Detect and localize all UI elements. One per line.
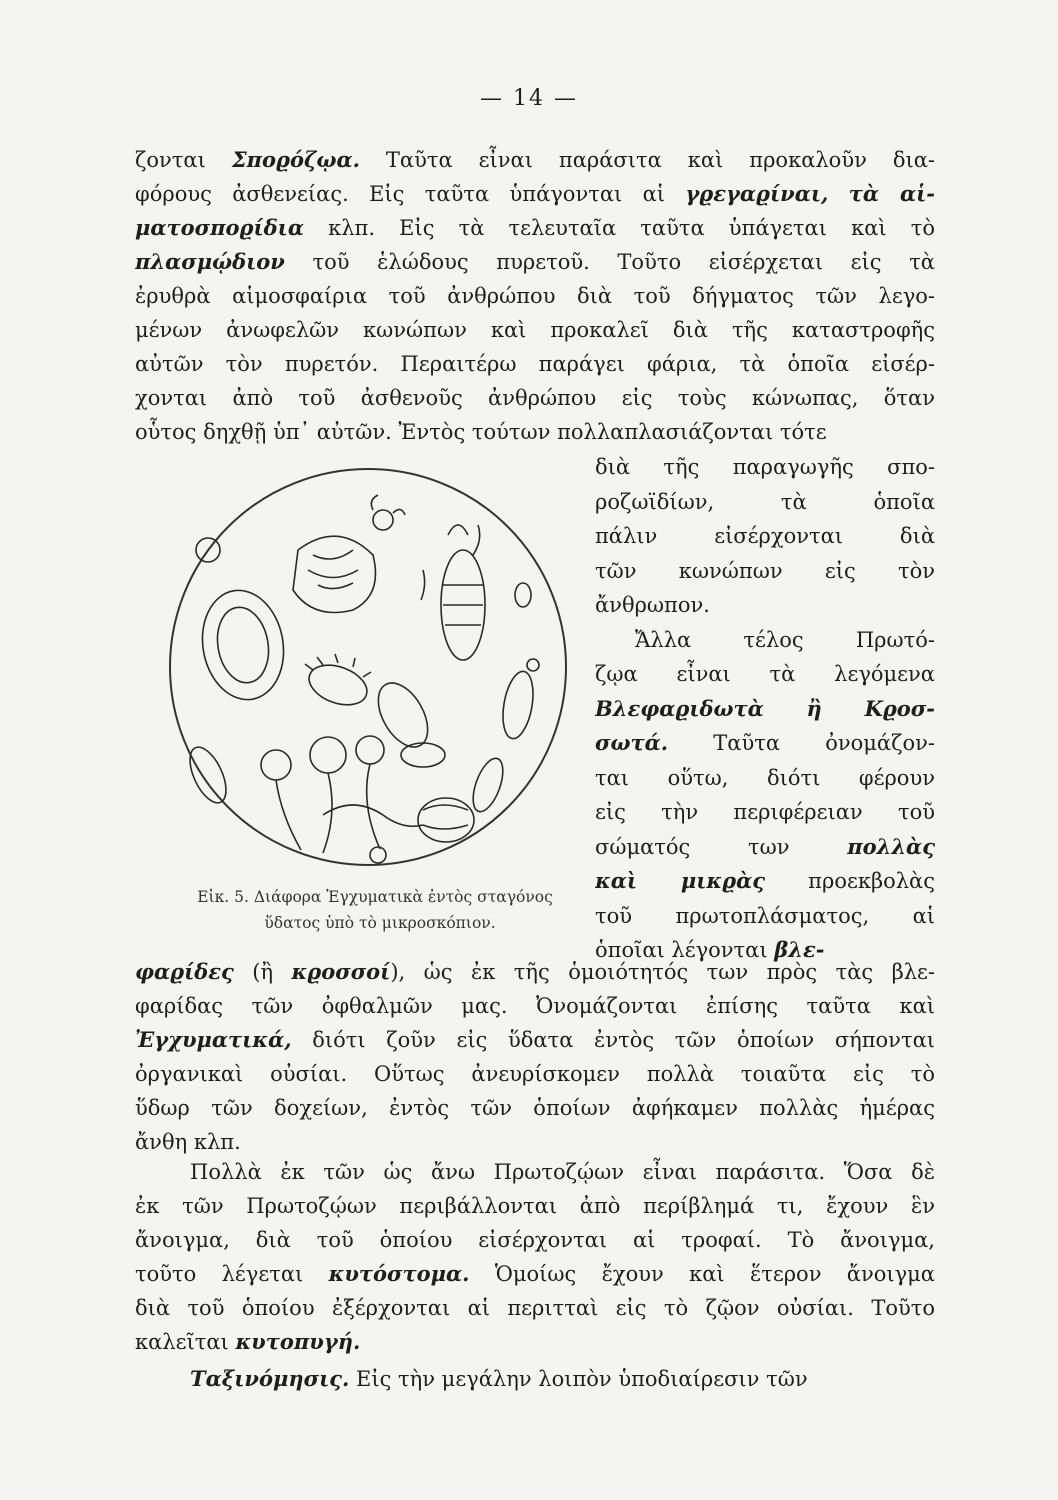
text-line: διὰ τῆς παραγωγῆς σπο- bbox=[595, 455, 935, 479]
emphasized-term: Βλεφαϱιδωτὰ ἢ Κϱοσ- bbox=[595, 695, 935, 721]
text-line: ὁποῖαι λέγονται βλε- bbox=[595, 937, 825, 962]
text-line: πάλιν εἰσέρχονται διὰ bbox=[595, 524, 935, 548]
text-line: τῶν κωνώπων εἰς τὸν bbox=[595, 558, 935, 583]
text-line: ἐρυθρὰ αἱμοσφαίρια τοῦ ἀνθρώπου διὰ τοῦ δήγματος τῶν λεγο- bbox=[135, 284, 935, 308]
text-line: Ἐγχυματικά, διότι ζοῦν εἰς ὕδατα ἐντὸς τῶν ὁποίων σήπονται bbox=[135, 1027, 935, 1052]
text-line: φόρους ἀσθενείας. Εἰς ταῦτα ὑπάγονται αἱ γϱεγαϱίναι, τὰ αἱ- bbox=[135, 181, 935, 206]
emphasized-term: κυτοπυγή. bbox=[235, 1329, 361, 1354]
text-line: οὗτος δηχθῇ ὑπ᾽ αὐτῶν. Ἐντὸς τούτων πολλαπλασιάζονται τότε bbox=[135, 420, 827, 444]
paragraph-cilia bbox=[135, 955, 935, 1159]
microscope-illustration bbox=[148, 455, 588, 875]
emphasized-term: Ἐγχυματικά, bbox=[135, 1027, 292, 1052]
wrapped-text-column bbox=[595, 450, 935, 968]
emphasized-term: τὰ αἱ- bbox=[848, 181, 935, 206]
text-line: ἄνθη κλπ. bbox=[135, 1130, 241, 1154]
paragraph-sporozoa bbox=[135, 143, 935, 449]
page-number: — 14 — bbox=[480, 86, 578, 111]
text-line: ὕδωρ τῶν δοχείων, ἐντὸς τῶν ὁποίων ἀφήκαμεν πολλὰς ἡμέρας bbox=[135, 1096, 935, 1120]
text-line: ἐκ τῶν Πρωτοζῴων περιβάλλονται ἀπὸ περίβλημά τι, ἔχουν ἓν bbox=[135, 1194, 935, 1218]
text-line: καλεῖται κυτοπυγή. bbox=[135, 1329, 361, 1354]
text-line: μένων ἀνωφελῶν κωνώπων καὶ προκαλεῖ διὰ τῆς καταστροφῆς bbox=[135, 318, 935, 342]
text-line: σώματός των πολλὰς bbox=[595, 833, 935, 859]
text-line: Ταξινόμησις. Εἰς τὴν μεγάλην λοιπὸν ὑποδιαίρεσιν τῶν bbox=[190, 1366, 808, 1391]
text-line: ὀργανικαὶ οὐσίαι. Οὕτως ἀνευρίσκομεν πολλὰ τοιαῦτα εἰς τὸ bbox=[135, 1062, 935, 1086]
emphasized-term: πλασμῴδιον bbox=[135, 249, 285, 274]
text-line: τοῦτο λέγεται κυτόστομα. Ὁμοίως ἔχουν καὶ ἕτερον ἄνοιγμα bbox=[135, 1261, 935, 1286]
text-line: ἄνοιγμα, διὰ τοῦ ὁποίου εἰσέρχονται αἱ τροφαί. Τὸ ἄνοιγμα, bbox=[135, 1228, 935, 1252]
text-line: εἰς τὴν περιφέρειαν τοῦ bbox=[595, 800, 935, 824]
text-line: ζονται Σποϱόζῳα. Ταῦτα εἶναι παράσιτα καὶ προκαλοῦν δια- bbox=[135, 147, 935, 172]
protozoa-drawing bbox=[148, 455, 588, 875]
text-line bbox=[595, 692, 935, 727]
text-line: ζῳα εἶναι τὰ λεγόμενα bbox=[595, 662, 935, 686]
emphasized-term: ματοσποϱίδια bbox=[135, 215, 304, 240]
caption-line-2: ὕδατος ὑπὸ τὸ μικροσκόπιον. bbox=[264, 914, 496, 932]
text-line: ται οὕτω, διότι φέρουν bbox=[595, 765, 935, 790]
text-line: φαρίδας τῶν ὀφθαλμῶν μας. Ὀνομάζονται ἐπίσης ταῦτα καὶ bbox=[135, 994, 935, 1018]
text-line: σωτά. Ταῦτα ὀνομάζον- bbox=[595, 730, 935, 755]
emphasized-term: σωτά. bbox=[595, 730, 669, 755]
text-line: πλασμῴδιον τοῦ ἑλώδους πυρετοῦ. Τοῦτο εἰσέρχεται εἰς τὰ bbox=[135, 249, 935, 274]
paragraph-classification bbox=[135, 1362, 935, 1396]
text-line: καὶ μικϱὰς προεκβολὰς bbox=[595, 868, 935, 893]
text-line: διὰ τοῦ ὁποίου ἐξέρχονται αἱ περιτταὶ εἰς τὸ ζῷον οὐσίαι. Τοῦτο bbox=[135, 1296, 935, 1320]
text-line: ματοσποϱίδια κλπ. Εἰς τὰ τελευταῖα ταῦτα ὑπάγεται καὶ τὸ bbox=[135, 215, 935, 240]
emphasized-term: κυτόστομα. bbox=[328, 1261, 470, 1286]
figure-caption bbox=[140, 884, 610, 936]
emphasized-term: κϱοσσοί bbox=[291, 959, 391, 984]
text-line: αὐτῶν τὸν πυρετόν. Περαιτέρω παράγει φάρια, τὰ ὁποῖα εἰσέρ- bbox=[135, 352, 935, 376]
paragraph-parasites bbox=[135, 1155, 935, 1359]
text-line: Ἄλλα τέλος Πρωτό- bbox=[635, 627, 935, 652]
text-line: φαϱίδες (ἢ κϱοσσοί), ὡς ἐκ τῆς ὁμοιότητός των πρὸς τὰς βλε- bbox=[135, 959, 935, 984]
emphasized-term: Ταξινόμησις. bbox=[190, 1366, 350, 1391]
text-line: χονται ἀπὸ τοῦ ἀσθενοῦς ἀνθρώπου εἰς τοὺς κώνωπας, ὅταν bbox=[135, 386, 935, 410]
text-line: τοῦ πρωτοπλάσματος, αἱ bbox=[595, 903, 935, 928]
emphasized-term: γϱεγαϱίναι, bbox=[685, 181, 829, 206]
emphasized-term: καὶ μικϱὰς bbox=[595, 868, 766, 893]
emphasized-term: βλε- bbox=[774, 937, 825, 962]
emphasized-term: Σποϱόζῳα. bbox=[231, 147, 360, 172]
text-line: ἄνθρωπον. bbox=[595, 593, 710, 617]
text-line: ροζωϊδίων, τὰ ὁποῖα bbox=[595, 489, 935, 514]
emphasized-term: φαϱίδες bbox=[135, 959, 234, 984]
caption-line-1: Εἰκ. 5. Διάφορα Ἐγχυματικὰ ἐντὸς σταγόνος bbox=[197, 888, 553, 906]
emphasized-term: πολλὰς bbox=[847, 833, 935, 859]
text-line: Πολλὰ ἐκ τῶν ὡς ἄνω Πρωτοζῴων εἶναι παράσιτα. Ὅσα δὲ bbox=[190, 1160, 935, 1184]
